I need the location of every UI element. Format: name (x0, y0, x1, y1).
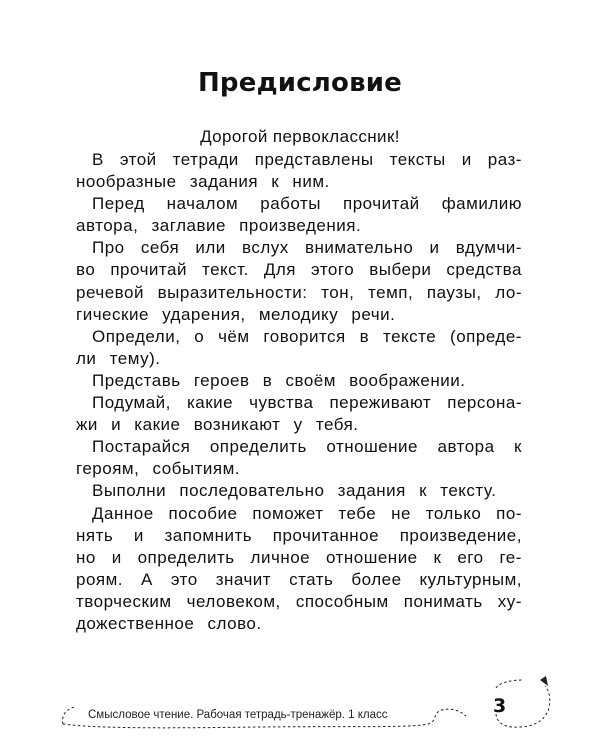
text-line: Данное пособие поможет тебе не только по- (92, 503, 522, 523)
text-line: роям. А это значит стать более культурным, (76, 569, 522, 589)
text-line: нять и запомнить прочитанное произведение, (76, 525, 522, 545)
preface-text (76, 149, 522, 635)
text-line: Постарайся определить отношение автора к (92, 437, 522, 457)
text-line: Представь героев в своём воображении. (92, 370, 466, 390)
paragraph (76, 480, 522, 502)
text-line: Выполни последовательно задания к тексту. (92, 481, 497, 501)
paragraph (76, 503, 522, 636)
paragraph (76, 326, 522, 370)
text-line: но и определить личное отношение к его ге- (76, 547, 522, 567)
page-footer (60, 672, 560, 732)
text-line: жи и какие возникают у тебя. (76, 415, 359, 435)
text-line: Определи, о чём говорится в тексте (опреде- (92, 326, 522, 346)
text-line: Про себя или вслух внимательно и вдумчи- (92, 238, 522, 258)
text-line: творческим человеком, способным понимать ху- (76, 591, 522, 611)
paragraph (76, 149, 522, 193)
text-line: речевой выразительности: тон, темп, паузы, ло- (76, 282, 522, 302)
footer-decorative-line (60, 672, 560, 732)
text-line: дожественное слово. (76, 613, 262, 633)
text-line: Перед началом работы прочитай фамилию (92, 194, 522, 214)
page-number: 3 (493, 695, 507, 717)
text-line: ли тему). (76, 348, 161, 368)
text-line: героям, событиям. (76, 459, 241, 479)
text-line: во прочитай текст. Для этого выбери средства (76, 260, 522, 280)
paragraph (76, 193, 522, 237)
text-line: нообразные задания к ним. (76, 172, 330, 192)
greeting: Дорогой первоклассник! (200, 127, 400, 146)
paragraph (76, 237, 522, 325)
text-line: В этой тетради представлены тексты и раз- (92, 150, 522, 169)
paragraph (76, 392, 522, 436)
paragraph (76, 436, 522, 480)
page-title: Предисловие (197, 68, 403, 98)
text-line: автора, заглавие произведения. (76, 216, 362, 236)
text-line: гические ударения, мелодику речи. (76, 304, 396, 324)
footer-book-title: Смысловое чтение. Рабочая тетрадь-тренажёр. 1 класс (88, 709, 388, 721)
paragraph (76, 370, 522, 392)
text-line: Подумай, какие чувства переживают персона- (92, 393, 522, 413)
